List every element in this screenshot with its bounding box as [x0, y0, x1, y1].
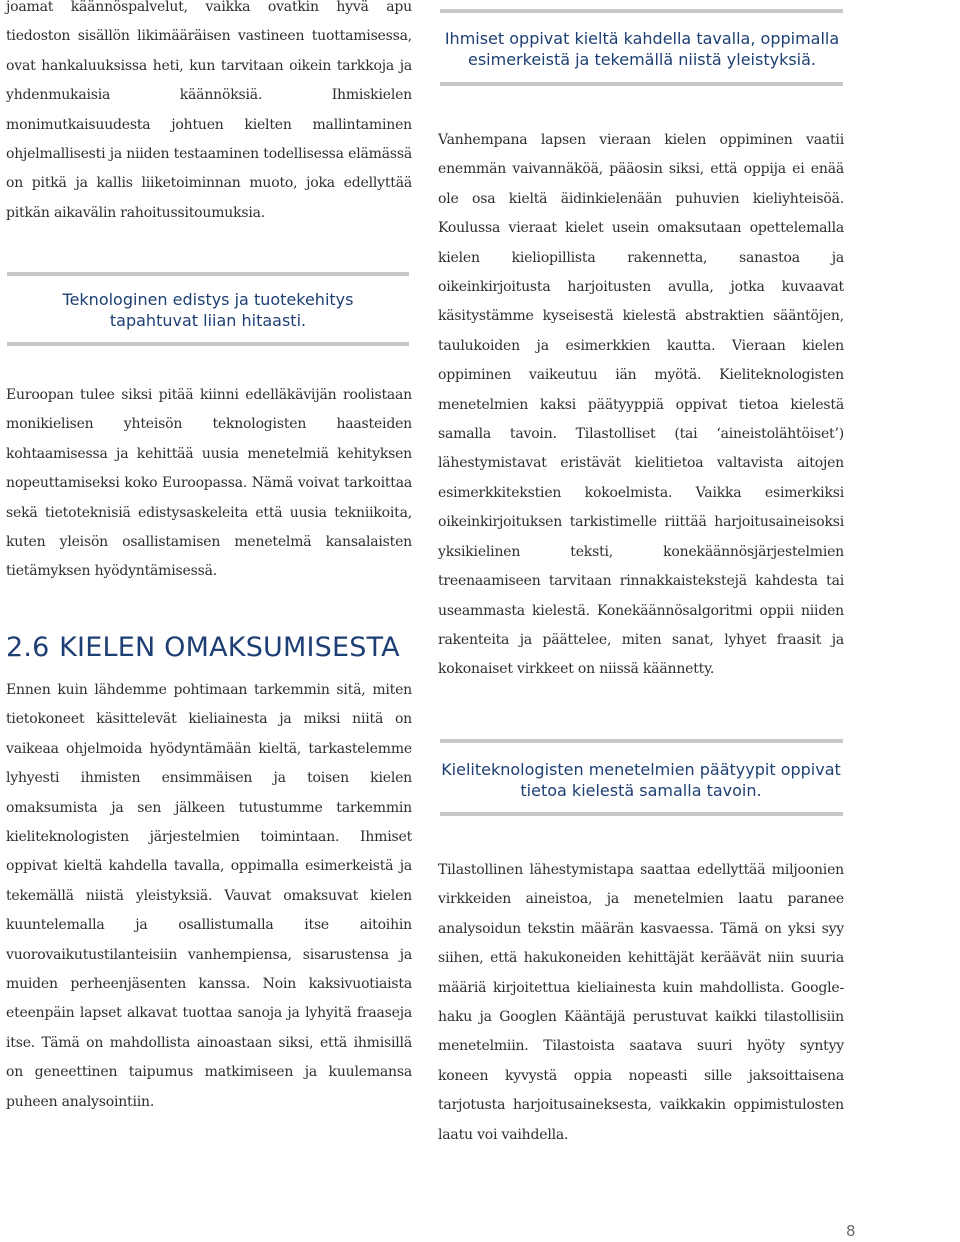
page-number: 8	[846, 1222, 856, 1240]
left-paragraph-1: joamat käännöspalvelut, vaikka ovatkin hyvä apu tiedoston sisällön likimääräisen vastineen tuottamisessa, ovat hankaluuksissa heti, kun tarvitaan oikein tarkkoja ja yhdenmukaisia käännöksiä. Ihmiskielen monimutkaisuudesta johtuen kielten mallintaminen ohjelmallisesti ja niiden testaaminen todellisessa elämässä on pitkä ja kallis liiketoiminnan muoto, joka edellyttää pitkän aikavälin rahoitussitoumuksia.	[6, 0, 412, 221]
section-heading	[6, 632, 412, 664]
left-pull-quote-top-rule	[7, 272, 409, 276]
left-paragraph-2: Euroopan tulee siksi pitää kiinni edelläkävijän roolistaan monikielisen yhteisön teknologisten haasteiden kohtaamisessa ja kehittää uusia menetelmiä kehityksen nopeuttamiseksi koko Euroopassa. Nämä voivat tarkoittaa sekä tietoteknisiä edistysaskeleita että uusia tekniikoita, kuten yleisön osallistamisen menetelmä kansalaisten tietämyksen hyödyntämisessä.	[6, 387, 412, 580]
section-number: 2.6	[6, 632, 50, 663]
left-pull-quote-bottom-rule	[7, 342, 409, 346]
right-paragraph-1: Vanhempana lapsen vieraan kielen oppiminen vaatii enemmän vaivannäköä, pääosin siksi, että oppija ei enää ole osa kieltä äidinkielenään puhuvien kieliyhteisöä. Koulussa vieraat kielet usein omaksutaan opettelemalla kielen kieliopillista rakennetta, sanastoa ja oikeinkirjoitusta harjoitusten avulla, jotka kuvaavat käsitystämme kyseisestä kielestä abstraktien sääntöjen, taulukoiden ja esimerkkien kautta. Vieraan kielen oppiminen vaikeutuu iän myötä. Kieliteknologisten menetelmien kaksi päätyyppiä oppivat tietoa kielestä samalla tavoin. Tilastolliset (tai ‘aineistolähtöiset’) lähestymistavat eristävät kielitietoa valtavista aitojen esimerkkitekstien kokoelmista. Vaikka esimerkiksi oikeinkirjoituksen tarkistimelle riittää harjoitusaineisoksi yksikielinen teksti, konekäännösjärjestelmien treenaamiseen tarvitaan rinnakkaistekstejä kahdesta tai useammasta kielestä. Konekäännösalgoritmi oppii niiden rakenteita ja päättelee, miten sanat, lyhyet fraasit ja kokonaiset virkkeet on niissä käännetty.	[438, 132, 844, 678]
right-pull-quote-2: Kieliteknologisten menetelmien päätyypit oppivat tietoa kielestä samalla tavoin.	[441, 760, 841, 800]
right-pull-quote-1-bottom-rule	[440, 82, 843, 86]
left-pull-quote: Teknologinen edistys ja tuotekehitys tapahtuvat liian hitaasti.	[62, 290, 354, 330]
left-paragraph-3: Ennen kuin lähdemme pohtimaan tarkemmin sitä, miten tietokoneet käsittelevät kieliainesta ja miksi niitä on vaikeaa ohjelmoida hyödyntämään kieltä, tarkastelemme lyhyesti ihmisten ensimmäisen ja toisen kielen omaksumista ja sen jälkeen tutustumme tarkemmin kieliteknologisten järjestelmien toimintaan. Ihmiset oppivat kieltä kahdella tavalla, oppimalla esimerkeistä ja tekemällä niistä yleistyksiä. Vauvat omaksuvat kielen kuuntelemalla ja osallistumalla itse aitoihin vuorovaikutustilanteisiin vanhempiensa, sisarustensa ja muiden perheenjäsenten kanssa. Noin kaksivuotiaista eteenpäin lapset alkavat tuottaa sanoja ja lyhyitä fraaseja itse. Tämä on mahdollista ainoastaan siksi, että ihmisillä on geneettinen taipumus matkimiseen ja kuulemansa puheen analysointiin.	[6, 682, 412, 1110]
right-pull-quote-1-top-rule	[440, 9, 843, 13]
right-pull-quote-2-top-rule	[440, 739, 843, 743]
right-pull-quote-1: Ihmiset oppivat kieltä kahdella tavalla, oppimalla esimerkeistä ja tekemällä niistä yleistyksiä.	[444, 29, 840, 69]
section-title: KIELEN OMAKSUMISESTA	[59, 632, 400, 663]
right-paragraph-2: Tilastollinen lähestymistapa saattaa edellyttää miljoonien virkkeiden aineistoa, ja menetelmien laatu paranee analysoidun tekstin määrän kasvaessa. Tämä on yksi syy siihen, että hakukoneiden kehittäjät keräävät niin suuria määriä kirjoitettua kieliainesta kuin mahdollista. Google-haku ja Googlen Kääntäjä perustuvat kaikki tilastollisiin menetelmiin. Tilastoista saatava suuri hyöty syntyy koneen kyvystä oppia nopeasti sille jaksoittaisena tarjotusta harjoitusaineksesta, vaikkakin oppimistulosten laatu voi vaihdella.	[438, 862, 844, 1143]
right-pull-quote-2-bottom-rule	[440, 812, 843, 816]
